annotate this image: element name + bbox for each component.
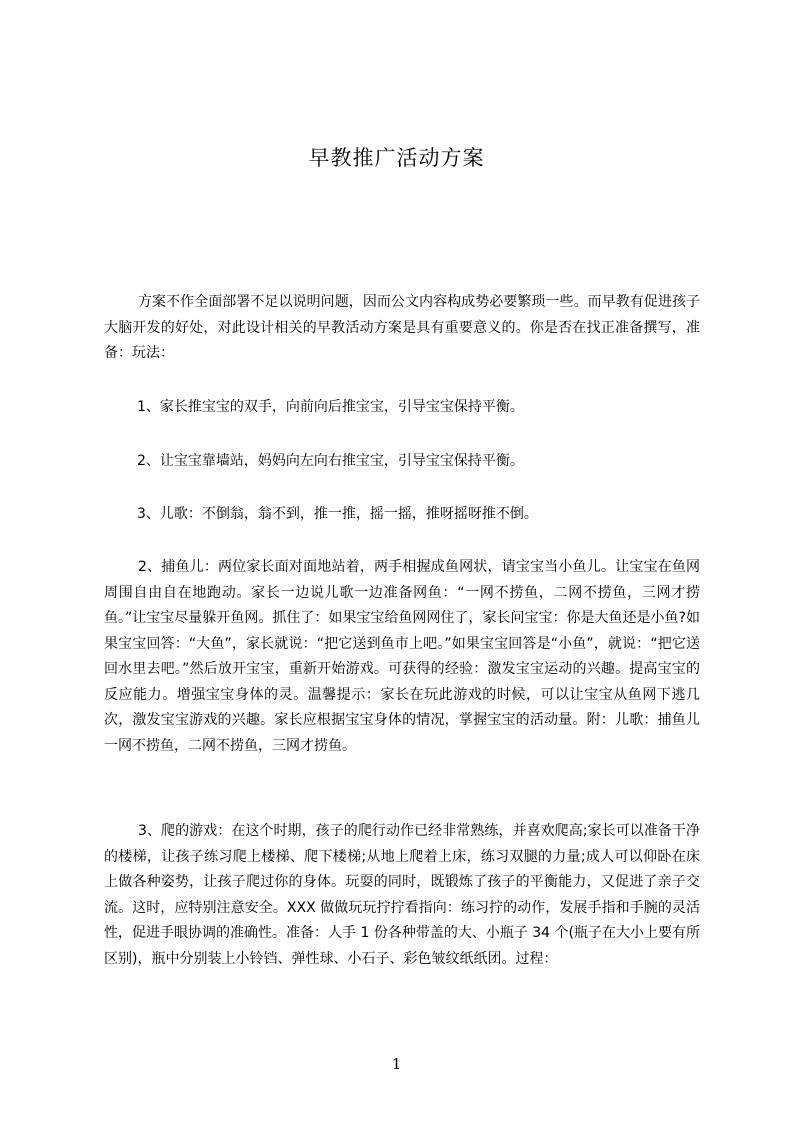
page-number: 1 [391, 1055, 402, 1073]
intro-paragraph: 方案不作全面部署不足以说明问题，因而公文内容构成势必要繁琐一些。而早教有促进孩子大脑开发的好处，对此设计相关的早教活动方案是具有重要意义的。你是否在找正准备撰写，准备：玩法： [104, 294, 700, 361]
fishing-game-paragraph: 2、捕鱼儿：两位家长面对面地站着，两手相握成鱼网状，请宝宝当小鱼儿。让宝宝在鱼网周围自由自在地跑动。家长一边说儿歌一边准备网鱼：“一网不捞鱼，二网不捞鱼，三网才捞鱼。”让宝宝尽量躲开鱼网。抓住了：如果宝宝给鱼网网住了，家长问宝宝：你是大鱼还是小鱼?如果宝宝回答：“大鱼”，家长就说：“把它送到鱼市上吧。”如果宝宝回答是“小鱼”，就说：“把它送回水里去吧。”然后放开宝宝，重新开始游戏。可获得的经验：激发宝宝运动的兴趣。提高宝宝的反应能力。增强宝宝身体的灵。温馨提示：家长在玩此游戏的时候，可以让宝宝从鱼网下逃几次，激发宝宝游戏的兴趣。家长应根据宝宝身体的情况，掌握宝宝的活动量。附：儿歌：捕鱼儿一网不捞鱼，二网不捞鱼，三网才捞鱼。 [104, 559, 700, 754]
step-item-2: 2、让宝宝靠墙站，妈妈向左向右推宝宝，引导宝宝保持平衡。 [137, 453, 524, 469]
step-item-3: 3、儿歌：不倒翁，翁不到，推一推，摇一摇，推呀摇呀推不倒。 [137, 506, 538, 522]
document-title: 早教推广活动方案 [308, 146, 485, 170]
step-item-1: 1、家长推宝宝的双手，向前向后推宝宝，引导宝宝保持平衡。 [137, 399, 524, 415]
crawling-game-paragraph: 3、爬的游戏：在这个时期，孩子的爬行动作已经非常熟练，并喜欢爬高;家长可以准备干净的楼梯，让孩子练习爬上楼梯、爬下楼梯;从地上爬着上床，练习双腿的力量;成人可以仰卧在床上做各种姿势，让孩子爬过你的身体。玩耍的同时，既锻炼了孩子的平衡能力，又促进了亲子交流。这时，应特别注意安全。XXX 做做玩玩拧拧看指向：练习拧的动作，发展手指和手腕的灵活性，促进手眼协调的准确性。准备：人手 1 份各种带盖的大、小瓶子 34 个(瓶子在大小上要有所区别)，瓶中分别装上小铃铛、弹性球、小石子、彩色皱纹纸纸团。过程： [104, 823, 700, 967]
